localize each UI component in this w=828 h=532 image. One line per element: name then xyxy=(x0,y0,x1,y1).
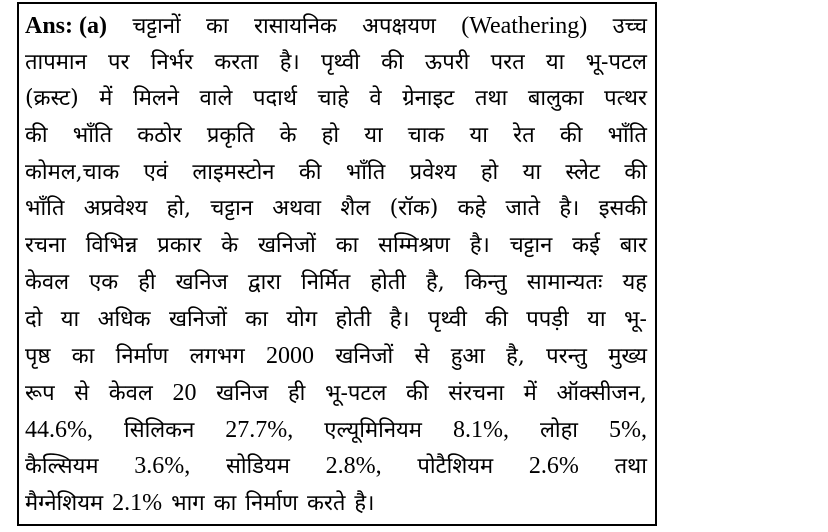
answer-word: में xyxy=(99,86,113,112)
answer-word: खनिजों xyxy=(335,344,394,370)
answer-word: या xyxy=(522,159,542,185)
answer-line xyxy=(25,8,647,45)
answer-word: हो xyxy=(321,123,340,149)
answer-word: 8.1%, xyxy=(452,416,509,443)
answer-word: वे xyxy=(369,86,382,112)
answer-word: खनिज xyxy=(175,269,228,295)
answer-word: खनिज xyxy=(216,380,269,406)
answer-word: इसकी xyxy=(598,196,647,222)
answer-word: ही xyxy=(287,380,306,406)
answer-word: सामान्यतः xyxy=(526,269,603,295)
answer-word: होती xyxy=(370,269,406,295)
answer-word: रचना xyxy=(25,233,66,259)
answer-word: खनिजों xyxy=(168,306,227,332)
answer-word: रूप xyxy=(25,380,55,406)
answer-word: भू- xyxy=(624,306,647,332)
answer-word: का xyxy=(206,14,229,39)
answer-word: केवल xyxy=(25,269,70,295)
answer-word: (रॉक) xyxy=(389,196,439,222)
answer-word: पपड़ी xyxy=(526,306,569,332)
answer-word: का xyxy=(335,233,359,259)
answer-word: होती xyxy=(335,306,372,332)
answer-word: मिलने xyxy=(133,86,179,112)
answer-word: उच्च xyxy=(612,14,647,39)
answer-word: शैल xyxy=(340,196,371,222)
answer-word: 2.6% xyxy=(528,453,579,480)
answer-word: सम्मिश्रण xyxy=(378,233,450,259)
answer-word: एक xyxy=(89,269,119,295)
answer-word: प्रकार xyxy=(157,233,202,259)
answer-line xyxy=(25,265,647,302)
answer-word: का xyxy=(245,306,268,332)
answer-word: 27.7%, xyxy=(225,416,294,443)
answer-word: में xyxy=(523,380,537,406)
answer-word: प्रकृति xyxy=(206,123,255,149)
answer-word: की xyxy=(406,380,429,406)
answer-word: चाहे xyxy=(317,86,349,112)
answer-word: कहे xyxy=(457,196,487,222)
answer-word: वाले xyxy=(199,86,233,112)
answer-word: बालुका xyxy=(527,86,584,112)
answer-word: पोटैशियम xyxy=(417,454,494,480)
answer-word: अधिक xyxy=(97,306,151,332)
answer-word: रासायनिक xyxy=(253,14,337,39)
answer-word: पृथ्वी xyxy=(427,306,467,332)
answer-word: की xyxy=(559,123,583,149)
answer-word: ऊपरी xyxy=(424,49,470,75)
answer-word: मुख्य xyxy=(608,344,647,370)
answer-word: विभिन्न xyxy=(85,233,138,259)
answer-word: है। xyxy=(279,49,300,75)
answer-word: लगभग xyxy=(189,344,245,370)
answer-word: पर xyxy=(108,49,130,75)
answer-word: तापमान xyxy=(25,49,87,75)
answer-word: 3.6%, xyxy=(134,453,191,480)
answer-word: की xyxy=(485,306,508,332)
answer-word: की xyxy=(381,49,404,75)
answer-word: या xyxy=(469,123,488,149)
answer-word: है। xyxy=(389,306,410,332)
answer-word: योग xyxy=(286,306,318,332)
answer-line xyxy=(25,118,647,155)
answer-word: अथवा xyxy=(272,196,322,222)
answer-word: 2.1% xyxy=(112,489,163,516)
answer-word: भाँति xyxy=(607,123,647,149)
answer-word: भाँति xyxy=(72,123,113,149)
answer-word: की xyxy=(298,159,322,185)
answer-label: Ans: (a) xyxy=(25,13,107,39)
answer-word: (Weathering) xyxy=(461,13,588,39)
answer-word: एवं xyxy=(143,159,168,185)
answer-word: कई xyxy=(572,233,600,259)
answer-word: या xyxy=(60,306,80,332)
answer-word: चाक xyxy=(407,123,445,149)
answer-word: तथा xyxy=(474,86,508,112)
answer-word: लाइमस्टोन xyxy=(192,159,275,185)
answer-word: 2.8%, xyxy=(325,453,382,480)
answer-word: लोहा xyxy=(539,417,578,443)
answer-word: भाँति xyxy=(25,196,65,222)
answer-word: के xyxy=(279,123,297,149)
answer-word: चट्टान xyxy=(509,233,553,259)
answer-word: भू-पटल xyxy=(324,380,387,406)
answer-word: 2000 xyxy=(266,343,315,370)
answer-word: जाते xyxy=(505,196,541,222)
answer-word: संरचना xyxy=(448,380,505,406)
answer-word: का xyxy=(213,490,237,516)
answer-word: है, xyxy=(426,269,445,295)
answer-word: भाग xyxy=(171,490,205,516)
answer-word: के xyxy=(221,233,239,259)
answer-word: पृथ्वी xyxy=(320,49,360,75)
answer-word: बार xyxy=(619,233,647,259)
answer-word: कैल्सियम xyxy=(25,454,99,480)
answer-line xyxy=(25,81,647,118)
answer-word: मैग्नेशियम xyxy=(25,490,104,516)
answer-word: कठोर xyxy=(137,123,182,149)
answer-word: करते xyxy=(306,490,346,516)
answer-word: या xyxy=(545,49,565,75)
answer-word: यह xyxy=(622,269,647,295)
answer-word: सिलिकन xyxy=(124,417,195,443)
answer-word: चट्टान xyxy=(210,196,253,222)
answer-word: खनिजों xyxy=(257,233,316,259)
answer-word: चट्टानों xyxy=(132,14,181,39)
answer-word: हुआ xyxy=(450,344,485,370)
answer-word: कोमल,चाक xyxy=(25,159,120,185)
answer-word: की xyxy=(624,159,647,185)
answer-word: किन्तु xyxy=(464,269,507,295)
answer-word: केवल xyxy=(108,380,153,406)
answer-line xyxy=(25,302,647,339)
answer-line xyxy=(25,191,647,228)
answer-word: या xyxy=(587,306,606,332)
answer-word: ऑक्सीजन, xyxy=(556,380,647,406)
answer-text xyxy=(25,8,647,522)
answer-word: पदार्थ xyxy=(252,86,297,112)
answer-word: ही xyxy=(138,269,156,295)
answer-word: निर्भर xyxy=(150,49,194,75)
answer-word: भाँति xyxy=(345,159,386,185)
answer-word: करता xyxy=(214,49,259,75)
answer-word: निर्मित xyxy=(301,269,351,295)
answer-word: पत्थर xyxy=(604,86,647,112)
answer-word: है। xyxy=(559,196,580,222)
answer-line xyxy=(25,45,647,82)
answer-line xyxy=(25,375,647,412)
answer-word: 5%, xyxy=(608,416,647,443)
answer-word: स्लेट xyxy=(565,159,600,185)
answer-line xyxy=(25,155,647,192)
answer-word: अपक्षयण xyxy=(362,14,436,39)
answer-word: है, xyxy=(506,344,525,370)
answer-word: है। xyxy=(354,490,375,516)
answer-word: प्रवेश्य xyxy=(409,159,457,185)
answer-word: से xyxy=(74,380,90,406)
answer-word: की xyxy=(25,123,48,149)
answer-word: से xyxy=(414,344,430,370)
answer-word: सोडियम xyxy=(225,454,290,480)
answer-word: परत xyxy=(490,49,525,75)
answer-word: अप्रवेश्य xyxy=(83,196,148,222)
answer-line xyxy=(25,338,647,375)
answer-word: रेत xyxy=(513,123,535,149)
answer-word: एल्यूमिनियम xyxy=(324,417,422,443)
answer-word: का xyxy=(71,344,95,370)
answer-word: निर्माण xyxy=(245,490,298,516)
answer-word: परन्तु xyxy=(546,344,587,370)
answer-word: है। xyxy=(469,233,490,259)
answer-word: ग्रेनाइट xyxy=(402,86,455,112)
answer-word: पृष्ठ xyxy=(25,344,51,370)
answer-word: द्वारा xyxy=(247,269,281,295)
answer-word: भू-पटल xyxy=(585,49,647,75)
answer-word: 20 xyxy=(172,379,197,406)
answer-word: हो xyxy=(480,159,499,185)
answer-word: तथा xyxy=(614,454,647,480)
answer-word: निर्माण xyxy=(115,344,169,370)
answer-word: या xyxy=(364,123,383,149)
answer-word: 44.6%, xyxy=(25,416,93,443)
answer-line xyxy=(25,228,647,265)
answer-line xyxy=(25,412,647,449)
answer-word: दो xyxy=(25,306,43,332)
answer-word: हो, xyxy=(166,196,192,222)
answer-line xyxy=(25,485,647,522)
answer-box xyxy=(17,2,657,526)
answer-word: (क्रस्ट) xyxy=(25,86,79,112)
answer-line xyxy=(25,448,647,485)
